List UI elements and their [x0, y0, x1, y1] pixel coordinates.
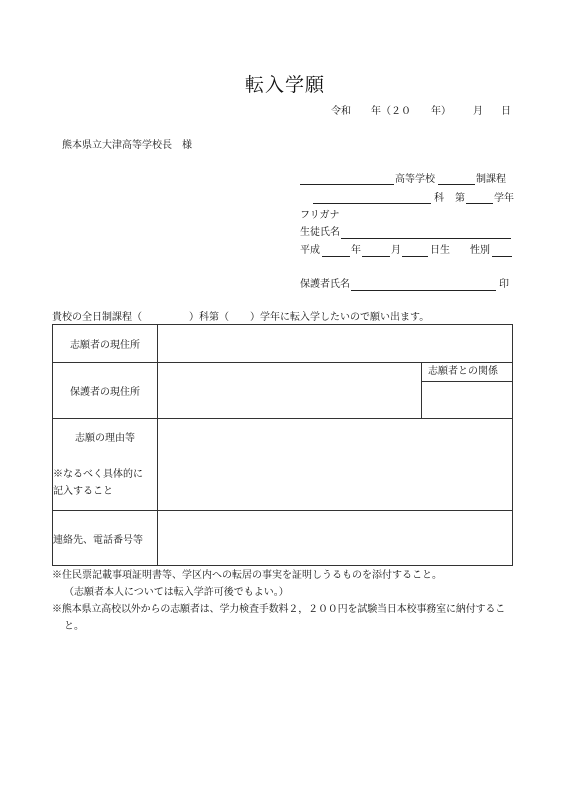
birth-era-label: 平成: [300, 245, 320, 256]
note-1-sub: （志願者本人については転入学許可後でもよい。）: [64, 587, 289, 598]
birth-year-label: 年: [351, 245, 361, 256]
application-table: [52, 324, 513, 566]
guardian-address-field[interactable]: [158, 363, 422, 419]
contact-field[interactable]: [158, 511, 513, 566]
gender-label: 性別: [470, 245, 490, 256]
birth-year-line[interactable]: [322, 256, 350, 257]
guardian-name-label: 保護者氏名: [300, 279, 350, 290]
request-part3: ）学年に転入学したいので願い出ます。: [250, 312, 430, 323]
relation-cell: [422, 363, 513, 419]
birth-day-line[interactable]: [402, 256, 428, 257]
school-name-line[interactable]: [300, 184, 394, 185]
student-name-line[interactable]: [341, 238, 511, 239]
contact-row: [53, 511, 513, 566]
relation-label: 志願者との関係: [422, 363, 512, 382]
department-line[interactable]: [313, 203, 431, 204]
reason-note-2: 記入すること: [53, 486, 113, 497]
course-suffix: 制課程: [476, 174, 506, 185]
furigana-label: フリガナ: [300, 210, 340, 221]
student-name-label: 生徒氏名: [300, 227, 340, 238]
date-era: 令和: [331, 106, 351, 117]
course-type-line[interactable]: [438, 184, 475, 185]
school-suffix: 高等学校: [395, 174, 435, 185]
grade-line[interactable]: [466, 203, 493, 204]
reason-label-cell: [53, 419, 158, 511]
department-suffix: 科: [434, 193, 444, 204]
addressee: 熊本県立大津高等学校長 様: [62, 140, 192, 151]
applicant-address-row: [53, 325, 513, 363]
date-year-suffix: 年）: [431, 106, 451, 117]
date-month: 月: [473, 106, 483, 117]
reason-field[interactable]: [158, 419, 513, 511]
note-2-line-1: ※熊本県立高校以外からの志願者は、学力検査手数料２，２００円を試験当日本校事務室に納付するこ: [52, 604, 506, 615]
date-year-label: 年（２０: [371, 106, 411, 117]
relation-field[interactable]: [422, 382, 512, 418]
guardian-address-row: [53, 363, 513, 419]
birth-day-label: 日生: [430, 245, 450, 256]
gender-line[interactable]: [492, 256, 512, 257]
birth-month-label: 月: [391, 245, 401, 256]
note-1: ※住民票記載事項証明書等、学区内への転居の事実を証明しうるものを添付すること。: [52, 570, 442, 581]
request-part2: ）科第（: [189, 312, 229, 323]
reason-label: 志願の理由等: [75, 433, 135, 444]
contact-label-cell: [53, 511, 158, 566]
date-day: 日: [501, 106, 511, 117]
applicant-address-field[interactable]: [158, 325, 513, 363]
grade-prefix: 第: [455, 193, 465, 204]
page-title: 転入学願: [245, 74, 326, 96]
seal-mark: 印: [499, 279, 509, 290]
grade-suffix: 学年: [494, 193, 514, 204]
reason-row: [53, 419, 513, 511]
contact-label: 連絡先、電話番号等: [53, 534, 143, 546]
birth-month-line[interactable]: [362, 256, 390, 257]
reason-note-1: ※なるべく具体的に: [53, 469, 143, 480]
guardian-address-label: 保護者の現住所: [53, 363, 158, 419]
request-part1: 貴校の全日制課程（: [52, 312, 142, 323]
note-2-line-2: と。: [64, 621, 84, 632]
applicant-address-label: 志願者の現住所: [53, 325, 158, 363]
guardian-name-line[interactable]: [351, 290, 496, 291]
